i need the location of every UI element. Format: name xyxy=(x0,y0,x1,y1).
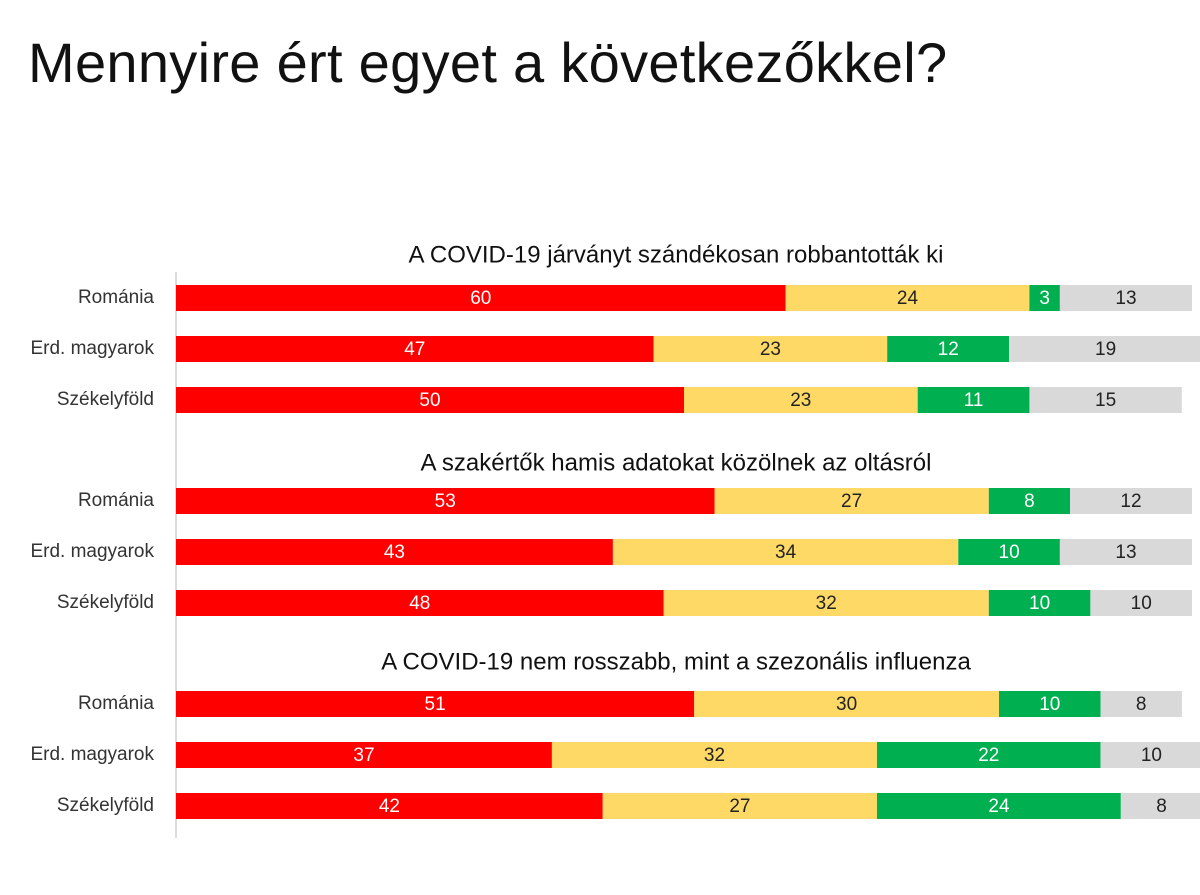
data-label: 32 xyxy=(815,593,837,615)
data-label: 24 xyxy=(988,796,1010,818)
data-label: 53 xyxy=(434,491,456,513)
category-label: Székelyföld xyxy=(56,592,154,614)
chart-panel-2 xyxy=(30,449,1192,616)
bar-row xyxy=(57,793,1200,819)
bar-row xyxy=(57,387,1182,413)
data-label: 47 xyxy=(404,339,426,361)
bar-row xyxy=(78,691,1182,717)
data-label: 22 xyxy=(978,745,1000,767)
data-label: 10 xyxy=(1039,694,1061,716)
data-label: 23 xyxy=(790,390,812,412)
data-label: 8 xyxy=(1156,796,1167,818)
data-label: 23 xyxy=(759,339,781,361)
data-label: 12 xyxy=(937,339,959,361)
data-label: 37 xyxy=(353,745,375,767)
category-label: Székelyföld xyxy=(56,389,154,411)
data-label: 34 xyxy=(775,542,797,564)
chart-panel-3 xyxy=(30,648,1200,819)
category-label: Erd. magyarok xyxy=(30,338,154,360)
data-label: 27 xyxy=(841,491,863,513)
bar-row xyxy=(30,336,1200,362)
data-label: 43 xyxy=(383,542,405,564)
page-title: Mennyire ért egyet a következőkkel? xyxy=(28,31,948,94)
data-label: 12 xyxy=(1120,491,1142,513)
data-label: 51 xyxy=(424,694,446,716)
panel-title: A COVID-19 nem rosszabb, mint a szezonális influenza xyxy=(381,648,971,676)
bar-row xyxy=(30,742,1200,768)
bar-row xyxy=(57,590,1192,616)
data-label: 30 xyxy=(836,694,858,716)
category-label: Románia xyxy=(77,490,154,512)
data-label: 8 xyxy=(1024,491,1035,513)
data-label: 13 xyxy=(1115,542,1137,564)
chart-panel-1 xyxy=(30,241,1200,413)
data-label: 19 xyxy=(1095,339,1117,361)
category-label: Románia xyxy=(77,693,154,715)
category-label: Románia xyxy=(77,287,154,309)
data-label: 50 xyxy=(419,390,441,412)
data-label: 27 xyxy=(729,796,751,818)
bar-row xyxy=(78,488,1192,514)
data-label: 42 xyxy=(378,796,400,818)
category-label: Székelyföld xyxy=(56,795,154,817)
data-label: 10 xyxy=(1130,593,1152,615)
data-label: 24 xyxy=(896,288,919,310)
data-label: 3 xyxy=(1039,288,1050,310)
data-label: 13 xyxy=(1115,288,1137,310)
data-label: 10 xyxy=(1140,745,1162,767)
data-label: 10 xyxy=(998,542,1020,564)
data-label: 60 xyxy=(470,288,492,310)
data-label: 8 xyxy=(1135,694,1147,716)
data-label: 48 xyxy=(409,593,431,615)
category-label: Erd. magyarok xyxy=(30,541,154,563)
data-label: 15 xyxy=(1095,390,1117,412)
data-label: 10 xyxy=(1029,593,1051,615)
category-label: Erd. magyarok xyxy=(30,744,154,766)
bar-row xyxy=(78,285,1192,311)
data-label: 32 xyxy=(703,745,726,767)
panel-title: A szakértők hamis adatokat közölnek az oltásról xyxy=(420,449,932,477)
data-label: 11 xyxy=(963,390,984,412)
bar-row xyxy=(30,539,1192,565)
panel-title: A COVID-19 járványt szándékosan robbantották ki xyxy=(408,241,944,269)
